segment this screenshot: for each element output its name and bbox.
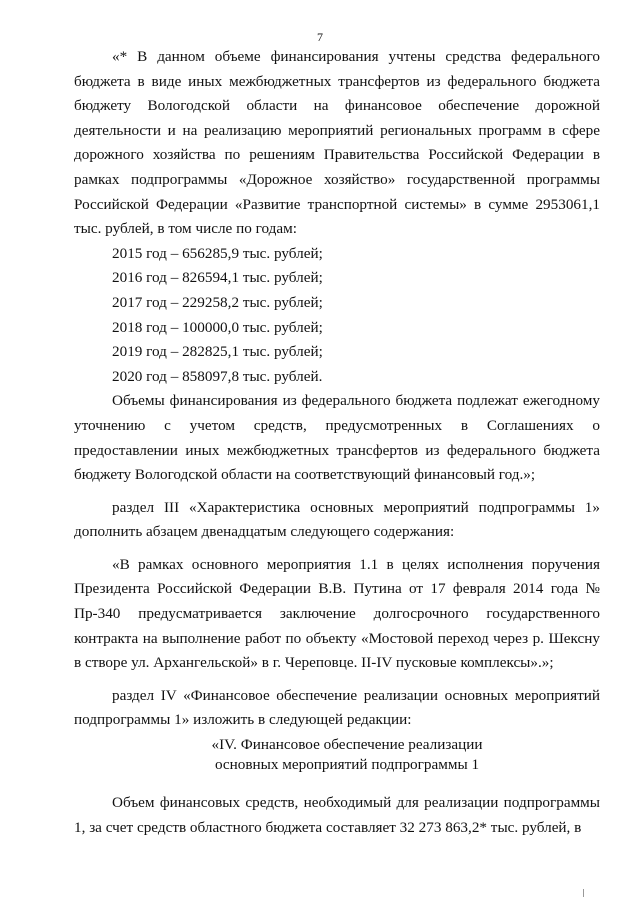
paragraph-funding-adjustment: Объемы финансирования из федерального бюджета подлежат ежегодному уточнению с учетом средств, предусмотренных в Соглашениях о предоставлении иных межбюджетных трансфертов из федерального бюджета бюджету Вологодской области на соответствующий финансовый год.»; [74, 392, 600, 484]
paragraph-federal-funding-note: «* В данном объеме финансирования учтены средства федерального бюджета в виде иных межбюджетных трансфертов из федерального бюджета бюджету Вологодской области на финансовое обеспечение дорожной деятельности и на реализацию мероприятий региональных программ в сфере дорожного хозяйства по решениям Правительства Российской Федерации в рамках подпрограммы «Дорожное хозяйство» государственной программы Российской Федерации «Развитие транспортной системы» в сумме 2953061,1 тыс. рублей, в том числе по годам: [74, 48, 600, 238]
paragraph-section-iv-amendment: раздел IV «Финансовое обеспечение реализации основных мероприятий подпрограммы 1» изложить в следующей редакции: [74, 686, 600, 729]
funding-by-year-list [74, 242, 600, 390]
page-number: 7 [317, 30, 323, 44]
paragraph-bridge-contract: «В рамках основного мероприятия 1.1 в целях исполнения поручения Президента Российской Федерации В.В. Путина от 17 февраля 2014 года № Пр-340 предусматривается заключение долгосрочного государственного контракта на выполнение работ по объекту «Мостовой переход через р. Шексну в створе ул. Архангельской» в г. Череповце. II-IV пусковые комплексы».»; [74, 555, 600, 672]
section-heading-line: основных мероприятий подпрограммы 1 [214, 756, 480, 774]
list-item: 2015 год – 656285,9 тыс. рублей; [112, 244, 323, 262]
list-item: 2017 год – 229258,2 тыс. рублей; [112, 293, 323, 311]
list-item: 2019 год – 282825,1 тыс. рублей; [112, 343, 323, 361]
list-item: 2020 год – 858097,8 тыс. рублей. [112, 367, 323, 385]
document-body [74, 45, 600, 840]
list-item: 2018 год – 100000,0 тыс. рублей; [112, 318, 323, 336]
section-heading [74, 735, 600, 775]
list-item: 2016 год – 826594,1 тыс. рублей; [112, 269, 323, 287]
paragraph-regional-budget-volume: Объем финансовых средств, необходимый для реализации подпрограммы 1, за счет средств областного бюджета составляет 32 273 863,2* тыс. рублей, в [74, 794, 600, 836]
scan-edge-mark [583, 889, 584, 897]
section-heading-line: «IV. Финансовое обеспечение реализации [211, 736, 483, 754]
paragraph-section-iii-amendment: раздел III «Характеристика основных мероприятий подпрограммы 1» дополнить абзацем двенадцатым следующего содержания: [74, 498, 600, 541]
